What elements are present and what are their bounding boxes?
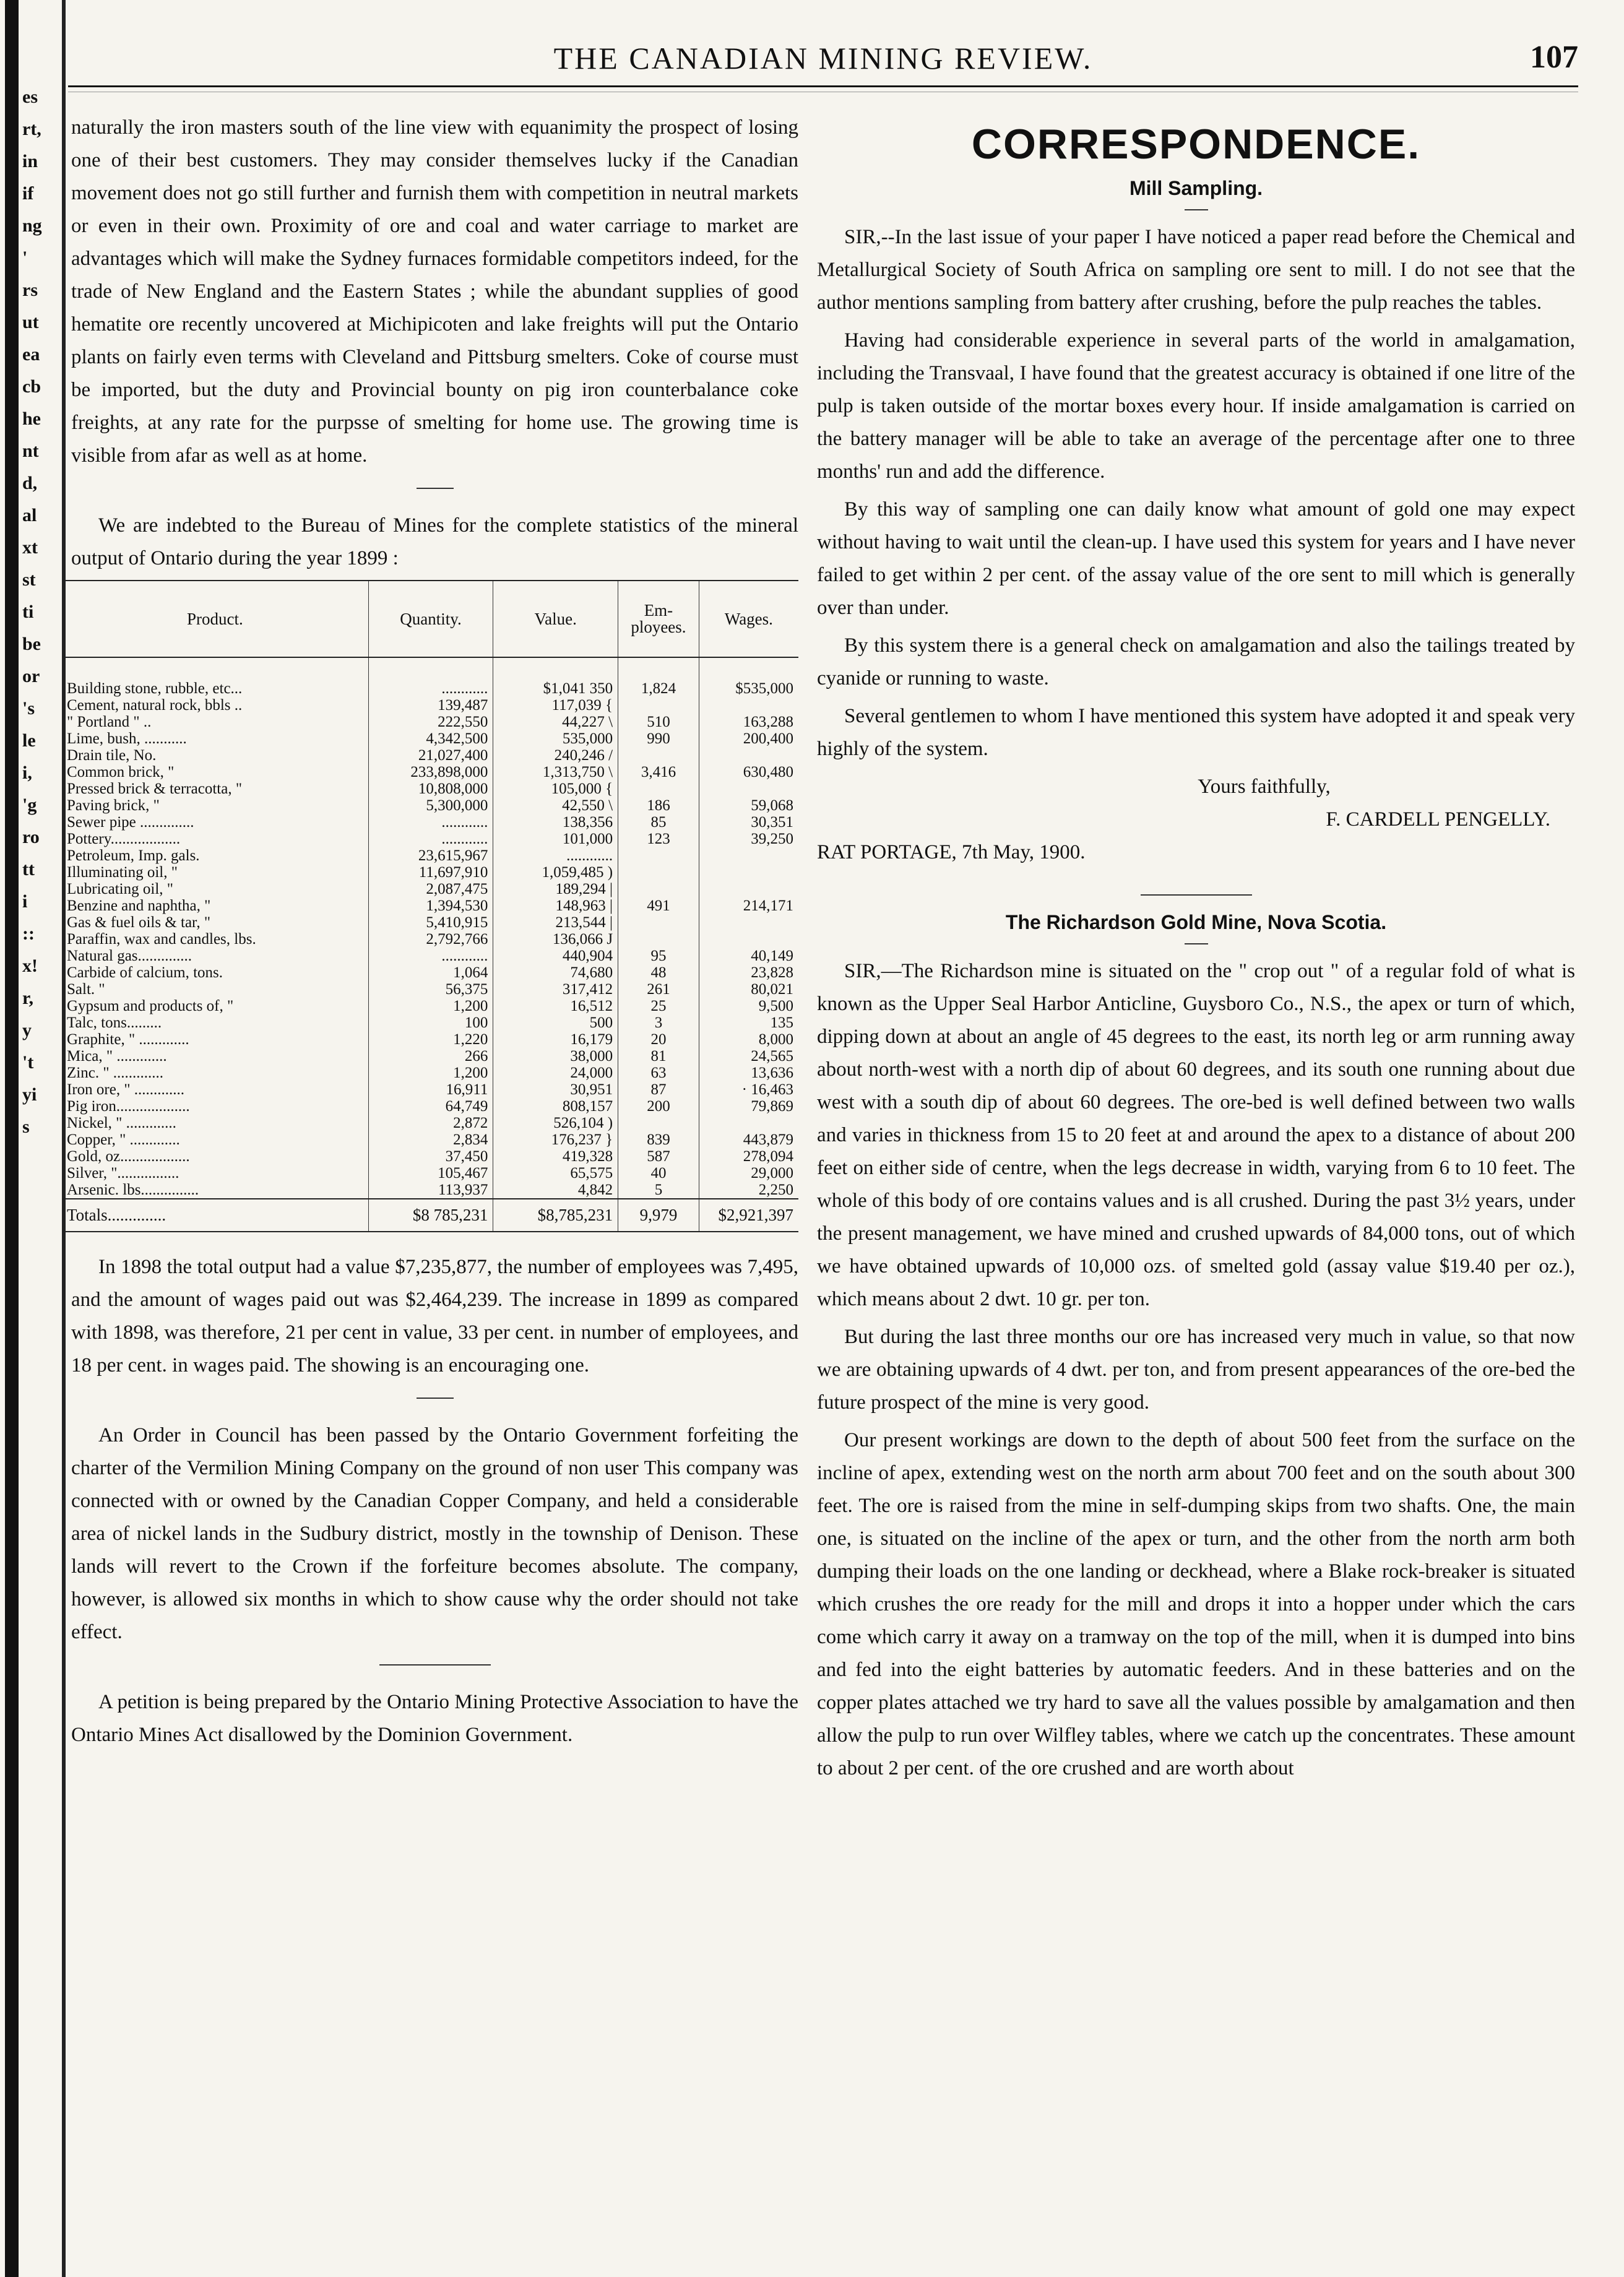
totals-employees: 9,979	[618, 1199, 699, 1232]
page-header	[68, 34, 1578, 84]
letter-title: Mill Sampling.	[1129, 177, 1263, 199]
cell-value: 526,104 )	[493, 1115, 618, 1131]
cell-product: Building stone, rubble, etc...	[62, 657, 368, 697]
cell-value: 38,000	[493, 1048, 618, 1065]
table-row	[62, 1115, 798, 1131]
cell-employees	[618, 847, 699, 864]
gutter-fragment: nt	[22, 441, 39, 461]
cell-wages: 630,480	[743, 764, 793, 780]
letter-signature: F. CARDELL PENGELLY.	[1326, 808, 1550, 831]
cell-wages	[699, 931, 798, 948]
letter-paragraph: By this system there is a general check on amalgamation and also the tailings treated by cyanide or running to waste.	[817, 634, 1575, 689]
cell-employees: 20	[618, 1031, 699, 1048]
cell-quantity: 2,087,475	[368, 881, 493, 897]
gutter-fragment: ::	[22, 923, 35, 944]
table-row	[62, 847, 798, 864]
cell-wages	[699, 864, 798, 881]
header-employees: Em-ployees.	[618, 581, 699, 657]
cell-value: 1,059,485 )	[493, 864, 618, 881]
cell-quantity: 21,027,400	[368, 747, 493, 764]
totals-quantity: $8 785,231	[368, 1199, 493, 1232]
gutter-fragment: cb	[22, 376, 41, 397]
cell-wages: 278,094	[743, 1148, 793, 1165]
header-quantity: Quantity.	[368, 581, 493, 657]
letter-paragraph: By this way of sampling one can daily know what amount of gold one may expect without having to wait until the clean-up. I have used this system for years and I have never failed to get within 2 per cent. of the assay value of the ore sent to mill which is generally over than under.	[817, 498, 1575, 619]
gutter-fragment: ro	[22, 827, 40, 847]
table-row	[62, 1048, 798, 1065]
cell-wages: 30,351	[751, 814, 793, 831]
cell-value: 419,328	[493, 1148, 618, 1165]
cell-wages	[699, 847, 798, 864]
table-row	[62, 1165, 798, 1182]
cell-wages	[699, 914, 798, 931]
cell-employees	[618, 1115, 699, 1131]
cell-quantity: 1,200	[368, 998, 493, 1014]
cell-wages: 29,000	[751, 1165, 793, 1182]
cell-wages: 79,869	[751, 1098, 793, 1115]
gutter-fragment: 's	[22, 698, 35, 719]
cell-quantity: 5,300,000	[368, 797, 493, 814]
cell-value: 42,550 \	[493, 797, 618, 814]
cell-quantity: 1,200	[368, 1065, 493, 1081]
gutter-fragment: yi	[22, 1084, 37, 1105]
cell-wages	[699, 697, 798, 714]
cell-product: Illuminating oil, "	[62, 864, 368, 881]
cell-value: 808,157	[493, 1098, 618, 1115]
cell-product: Pig iron...................	[62, 1098, 368, 1115]
cell-quantity: 233,898,000	[368, 764, 493, 780]
cell-value: 500	[493, 1014, 618, 1031]
cell-value: 440,904	[493, 948, 618, 964]
right-column	[817, 111, 1575, 1790]
cell-value: 148,963 |	[493, 897, 618, 914]
cell-value: 189,294 |	[493, 881, 618, 897]
gutter-fragment: ea	[22, 344, 40, 365]
binding-edge	[5, 0, 19, 2277]
cell-employees: 200	[618, 1098, 699, 1115]
cell-employees: 186	[618, 797, 699, 814]
cell-value: 101,000	[493, 831, 618, 847]
cell-quantity: 64,749	[368, 1098, 493, 1115]
gutter-fragment: st	[22, 569, 36, 590]
totals-label: Totals..............	[62, 1199, 368, 1232]
table-row	[62, 780, 798, 797]
totals-row	[62, 1199, 798, 1232]
cell-quantity: ............	[368, 814, 493, 831]
table-row	[62, 657, 798, 697]
cell-value: 1,313,750 \	[493, 764, 618, 780]
cell-quantity: 113,937	[368, 1182, 493, 1199]
cell-quantity: 16,911	[368, 1081, 493, 1098]
table-row	[62, 948, 798, 964]
cell-quantity: 10,808,000	[368, 780, 493, 797]
header-product: Product.	[62, 581, 368, 657]
gutter-fragment: y	[22, 1020, 32, 1040]
cell-value: 535,000	[493, 730, 618, 747]
cell-product: Carbide of calcium, tons.	[62, 964, 368, 981]
left-column	[67, 111, 798, 1756]
cell-employees	[618, 747, 699, 764]
article-paragraph: A petition is being prepared by the Ontario Mining Protective Association to have the Ontario Mines Act disallowed by the Dominion Government.	[71, 1691, 798, 1746]
cell-value: 136,066 J	[493, 931, 618, 948]
header-value: Value.	[493, 581, 618, 657]
cell-quantity: 56,375	[368, 981, 493, 998]
cell-product: Iron ore, " .............	[62, 1081, 368, 1098]
gutter-fragment: he	[22, 408, 41, 429]
letter-paragraph: Having had considerable experience in several parts of the world in amalgamation, including the Transvaal, I have found that the greatest accuracy is obtained if one litre of the pulp is taken outside of the mortar boxes every hour. If inside amalgamation is carried on the battery manager will be able to take an average of the percentage after one to three months' run and add the difference.	[817, 329, 1575, 483]
cell-value: ............	[493, 847, 618, 864]
cell-wages: 59,068	[751, 797, 793, 814]
cell-product: Common brick, "	[62, 764, 368, 780]
gutter-fragment: rs	[22, 280, 38, 300]
gutter-fragment: d,	[22, 473, 38, 493]
table-row	[62, 831, 798, 847]
cell-value: 65,575	[493, 1165, 618, 1182]
cell-employees: 25	[618, 998, 699, 1014]
cell-wages	[699, 881, 798, 897]
table-row	[62, 998, 798, 1014]
cell-quantity: 2,872	[368, 1115, 493, 1131]
table-row	[62, 1148, 798, 1165]
scan-gutter	[0, 0, 62, 2277]
cell-product: Natural gas..............	[62, 948, 368, 964]
cell-value: 16,179	[493, 1031, 618, 1048]
cell-quantity: 105,467	[368, 1165, 493, 1182]
cell-product: Talc, tons.........	[62, 1014, 368, 1031]
cell-employees: 40	[618, 1165, 699, 1182]
cell-quantity: 4,342,500	[368, 730, 493, 747]
letter-title: The Richardson Gold Mine, Nova Scotia.	[1005, 911, 1387, 933]
gutter-fragment: xt	[22, 537, 38, 558]
table-row	[62, 797, 798, 814]
article-paragraph: An Order in Council has been passed by the Ontario Government forfeiting the charter of the Vermilion Mining Company on the ground of non user This company was connected with or owned by the Canadian Copper Company, and held a considerable area of nickel lands in the Sudbury district, mostly in the township of Denison. These lands will revert to the Crown if the forfeiture becomes absolute. The company, however, is allowed six months in which to show cause why the order should not take effect.	[71, 1424, 798, 1643]
cell-quantity: 139,487	[368, 697, 493, 714]
cell-employees	[618, 931, 699, 948]
title-dash	[817, 202, 1575, 214]
table-row	[62, 1182, 798, 1199]
cell-value: 138,356	[493, 814, 618, 831]
cell-product: Benzine and naphtha, "	[62, 897, 368, 914]
cell-product: Lubricating oil, "	[62, 881, 368, 897]
cell-value: 74,680	[493, 964, 618, 981]
header-wages: Wages.	[699, 581, 798, 657]
cell-quantity: 100	[368, 1014, 493, 1031]
cell-product: Zinc. " .............	[62, 1065, 368, 1081]
table-row	[62, 897, 798, 914]
cell-product: Gypsum and products of, "	[62, 998, 368, 1014]
cell-value: 240,246 /	[493, 747, 618, 764]
cell-employees: 123	[618, 831, 699, 847]
table-row	[62, 814, 798, 831]
cell-wages: $535,000	[735, 680, 793, 697]
cell-quantity: 266	[368, 1048, 493, 1065]
table-row	[62, 1065, 798, 1081]
title-dash	[817, 936, 1575, 948]
cell-employees: 990	[618, 730, 699, 747]
table-body	[62, 657, 798, 1199]
table-row	[62, 914, 798, 931]
cell-quantity: 11,697,910	[368, 864, 493, 881]
cell-wages: 23,828	[751, 964, 793, 981]
article-paragraph: In 1898 the total output had a value $7,235,877, the number of employees was 7,495, and the amount of wages paid out was $2,464,239. The increase in 1899 as compared with 1898, was therefore, 21 per cent in value, 33 per cent. in number of employees, and 18 per cent. in wages paid. The showing is an encouraging one.	[71, 1256, 798, 1376]
cell-employees: 510	[618, 714, 699, 730]
cell-value: 213,544 |	[493, 914, 618, 931]
table-row	[62, 1081, 798, 1098]
table-row	[62, 764, 798, 780]
table-row	[62, 1098, 798, 1115]
gutter-fragment: r,	[22, 988, 34, 1008]
cell-employees: 85	[618, 814, 699, 831]
gutter-fragment: if	[22, 183, 34, 204]
cell-product: Paving brick, "	[62, 797, 368, 814]
page-number: 107	[1530, 40, 1578, 75]
cell-value: 24,000	[493, 1065, 618, 1081]
gutter-fragment: ut	[22, 312, 39, 332]
table-row	[62, 1014, 798, 1031]
cell-product: Salt. "	[62, 981, 368, 998]
gutter-fragment: i	[22, 891, 28, 912]
cell-value: 30,951	[493, 1081, 618, 1098]
cell-value: 105,000 {	[493, 780, 618, 797]
gutter-fragment: x!	[22, 956, 38, 976]
letter-paragraph: But during the last three months our ore has increased very much in value, so that now we are obtaining upwards of 4 dwt. per ton, and from present appearances of the ore-bed the future prospect of the mine is very good.	[817, 1326, 1575, 1414]
letter-place-date: RAT PORTAGE, 7th May, 1900.	[817, 841, 1086, 863]
cell-product: Pottery..................	[62, 831, 368, 847]
cell-employees: 81	[618, 1048, 699, 1065]
cell-employees: 261	[618, 981, 699, 998]
cell-quantity: ............	[368, 831, 493, 847]
cell-product: Cement, natural rock, bbls ..	[62, 697, 368, 714]
gutter-fragment: i,	[22, 763, 32, 783]
cell-employees: 63	[618, 1065, 699, 1081]
cell-quantity: 1,394,530	[368, 897, 493, 914]
table-row	[62, 1031, 798, 1048]
section-separator	[817, 888, 1575, 899]
gutter-fragment: rt,	[22, 119, 41, 139]
cell-employees: 1,824	[618, 657, 699, 697]
cell-quantity: 222,550	[368, 714, 493, 730]
cell-product: Sewer pipe ..............	[62, 814, 368, 831]
cell-value: 44,227 \	[493, 714, 618, 730]
cell-wages: 9,500	[758, 998, 793, 1014]
cell-wages: 443,879	[743, 1131, 793, 1148]
cell-quantity: 1,220	[368, 1031, 493, 1048]
cell-product: Pressed brick & terracotta, "	[62, 780, 368, 797]
gutter-fragment: be	[22, 634, 41, 654]
cell-product: Lime, bush, ...........	[62, 730, 368, 747]
cell-wages: 2,250	[758, 1182, 793, 1198]
cell-employees	[618, 780, 699, 797]
gutter-fragment: '	[22, 248, 28, 268]
gutter-fragment: es	[22, 87, 38, 107]
cell-product: Petroleum, Imp. gals.	[62, 847, 368, 864]
cell-employees	[618, 864, 699, 881]
cell-value: 317,412	[493, 981, 618, 998]
letter-closing: Yours faithfully,	[1198, 776, 1331, 798]
cell-value: $1,041 350	[493, 657, 618, 697]
gutter-fragment: le	[22, 730, 36, 751]
cell-employees: 87	[618, 1081, 699, 1098]
cell-employees: 3,416	[618, 764, 699, 780]
cell-wages: 39,250	[751, 831, 793, 847]
gutter-fragment: 'g	[22, 795, 37, 815]
section-heading: CORRESPONDENCE.	[971, 121, 1421, 168]
cell-quantity: ............	[368, 948, 493, 964]
cell-employees	[618, 881, 699, 897]
cell-employees: 95	[618, 948, 699, 964]
cell-wages	[699, 747, 798, 764]
table-row	[62, 714, 798, 730]
cell-value: 16,512	[493, 998, 618, 1014]
table-row	[62, 881, 798, 897]
cell-employees: 5	[618, 1182, 699, 1199]
cell-employees: 491	[618, 897, 699, 914]
cell-quantity: ............	[368, 657, 493, 697]
table-row	[62, 981, 798, 998]
article-paragraph: naturally the iron masters south of the line view with equanimity the prospect of losing one of their best customers. They may consider themselves lucky if the Canadian movement does not go still further and furnish them with competition in neutral markets or even in their own. Proximity of ore and coal and water carriage to market are advantages which will make the Sydney furnaces formidable competitors indeed, for the trade of New England and the Eastern States ; while the abundant supplies of good hematite ore recently uncovered at Michipicoten and lake freights will put the Ontario plants on fairly even terms with Cleveland and Pittsburg smelters. Coke of course must be imported, but the duty and Provincial bounty on pig iron counterbalance coke freights, at any rate for the purpsse of smelting for home use. The growing time is visible from afar as well as at home.	[71, 116, 798, 467]
cell-wages: 24,565	[751, 1048, 793, 1065]
table-header-row	[62, 581, 798, 657]
cell-employees	[618, 697, 699, 714]
section-separator	[71, 1391, 798, 1402]
cell-product: Gold, oz..................	[62, 1148, 368, 1165]
section-separator	[71, 481, 798, 492]
gutter-fragment: ti	[22, 602, 34, 622]
cell-value: 117,039 {	[493, 697, 618, 714]
article-paragraph: We are indebted to the Bureau of Mines for the complete statistics of the mineral output of Ontario during the year 1899 :	[71, 514, 798, 569]
cell-employees: 839	[618, 1131, 699, 1148]
cell-employees: 587	[618, 1148, 699, 1165]
table-row	[62, 747, 798, 764]
cell-wages: 163,288	[743, 714, 793, 730]
cell-product: Nickel, " .............	[62, 1115, 368, 1131]
table-row	[62, 730, 798, 747]
cell-quantity: 5,410,915	[368, 914, 493, 931]
cell-product: Graphite, " .............	[62, 1031, 368, 1048]
cell-quantity: 2,792,766	[368, 931, 493, 948]
cell-employees: 3	[618, 1014, 699, 1031]
gutter-fragment: or	[22, 666, 40, 686]
journal-title: THE CANADIAN MINING REVIEW.	[553, 41, 1093, 76]
cell-employees: 48	[618, 964, 699, 981]
cell-wages	[699, 1115, 798, 1131]
totals-wages: $2,921,397	[699, 1199, 798, 1232]
letter-paragraph: Several gentlemen to whom I have mentioned this system have adopted it and speak very highly of the system.	[817, 705, 1575, 760]
gutter-fragment: al	[22, 505, 37, 525]
cell-product: Arsenic. lbs...............	[62, 1182, 368, 1199]
table-row	[62, 964, 798, 981]
gutter-fragment: in	[22, 151, 38, 171]
cell-product: Copper, " .............	[62, 1131, 368, 1148]
letter-paragraph: SIR,—The Richardson mine is situated on the " crop out " of a regular fold of what is known as the Upper Seal Harbor Anticline, Guysboro Co., N.S., the apex or turn of which, dipping down at about an angle of 45 degrees to the east, its north leg or arm running away about north-west with a north dip of about 60 degrees, and its south one running about due west with a south dip of about 60 degrees. The ore-bed is well defined between two walls and varies in thickness from 15 to 20 feet at and around the apex to a distance of about 200 feet on either side of centre, when the legs decrease in width, varying from 6 to 10 feet. The whole of this body of ore contains values and is all crushed. During the past 3½ years, under the present management, we have mined and crushed upwards of 84,000 tons, out of which we have obtained upwards of 10,000 ozs. of smelted gold (assay value $19.40 per oz.), which means about 2 dwt. 10 gr. per ton.	[817, 960, 1575, 1310]
cell-quantity: 2,834	[368, 1131, 493, 1148]
table-row	[62, 697, 798, 714]
cell-product: Silver, "................	[62, 1165, 368, 1182]
cell-wages: 214,171	[743, 897, 793, 914]
cell-value: 176,237 }	[493, 1131, 618, 1148]
table-row	[62, 864, 798, 881]
gutter-fragment: 't	[22, 1052, 34, 1073]
header-rule	[68, 85, 1578, 87]
mineral-statistics-table	[62, 580, 798, 1232]
cell-product: Drain tile, No.	[62, 747, 368, 764]
cell-wages: 80,021	[751, 981, 793, 998]
cell-wages: 135	[770, 1014, 793, 1031]
gutter-fragment: tt	[22, 859, 35, 879]
table-row	[62, 1131, 798, 1148]
cell-quantity: 37,450	[368, 1148, 493, 1165]
gutter-fragment: ng	[22, 215, 42, 236]
cell-quantity: 23,615,967	[368, 847, 493, 864]
cell-wages	[699, 780, 798, 797]
letter-paragraph: SIR,--In the last issue of your paper I have noticed a paper read before the Chemical and Metallurgical Society of South Africa on sampling ore sent to mill. I do not see that the author mentions sampling from battery after crushing, before the pulp reaches the tables.	[817, 226, 1575, 314]
cell-employees	[618, 914, 699, 931]
section-separator	[71, 1657, 798, 1669]
letter-paragraph: Our present workings are down to the depth of about 500 feet from the surface on the incline of apex, extending west on the north arm about 700 feet and on the south about 300 feet. The ore is raised from the mine in self-dumping skips from two shafts. One, the main one, is situated on the incline of the apex or turn, and the other from the north arm both dumping their loads on the one landing or deckhead, where a Blake rock-breaker is situated which crushes the ore ready for the mill and drops it into a hopper under which the cars come which carry it away on a tramway on the top of the mill, when it is dumped into bins and fed into the eight batteries by automatic feeders. And in these batteries and on the copper plates attached we try hard to save all the values possible by amalgamation and then allow the pulp to run over Wilfley tables, where we catch up the concentrates. These amount to about 2 per cent. of the ore crushed and are worth about	[817, 1429, 1575, 1779]
cell-product: Paraffin, wax and candles, lbs.	[62, 931, 368, 948]
cell-wages: · 16,463	[741, 1081, 793, 1098]
cell-wages: 200,400	[743, 730, 793, 747]
cell-wages: 8,000	[758, 1031, 793, 1048]
cell-wages: 13,636	[751, 1065, 793, 1081]
cell-product: Mica, " .............	[62, 1048, 368, 1065]
cell-quantity: 1,064	[368, 964, 493, 981]
totals-value: $8,785,231	[493, 1199, 618, 1232]
cell-value: 4,842	[493, 1182, 618, 1199]
cell-product: " Portland " ..	[62, 714, 368, 730]
cell-wages: 40,149	[751, 948, 793, 964]
gutter-fragment: s	[22, 1117, 30, 1137]
table-row	[62, 931, 798, 948]
cell-product: Gas & fuel oils & tar, "	[62, 914, 368, 931]
